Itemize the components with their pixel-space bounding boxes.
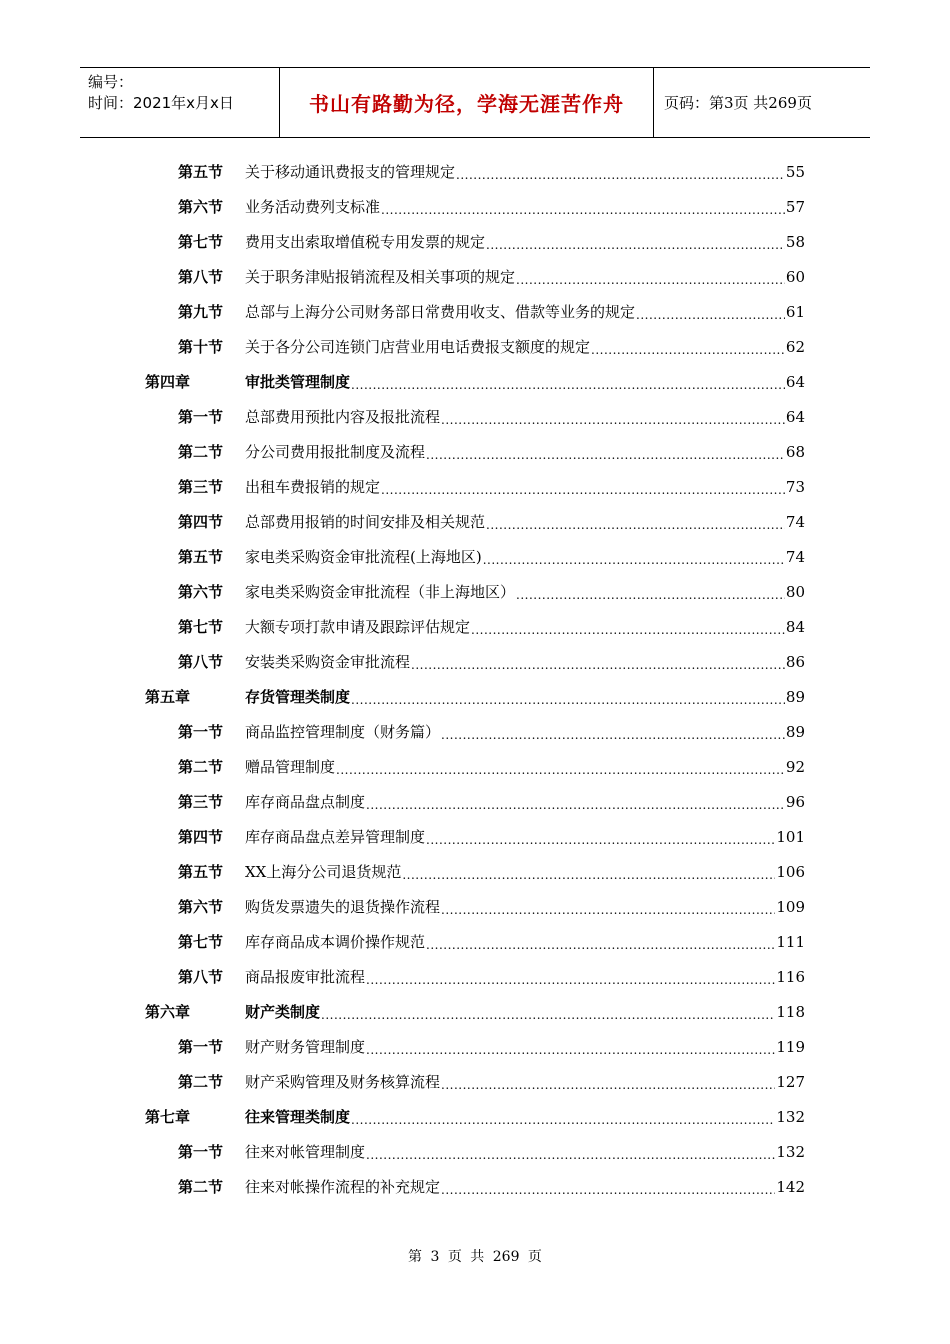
toc-page-number: 119 <box>776 1037 805 1056</box>
toc-page-number: 132 <box>776 1107 805 1126</box>
toc-section-row[interactable] <box>178 469 805 504</box>
toc-page-number: 111 <box>776 932 805 951</box>
toc-leader-dots <box>441 1075 775 1095</box>
toc-page-number: 92 <box>785 757 805 776</box>
toc-title: 出租车费报销的规定 <box>245 477 381 496</box>
toc-chapter-row[interactable] <box>145 364 805 399</box>
toc-title: 大额专项打款申请及跟踪评估规定 <box>245 617 471 636</box>
toc-number: 第二节 <box>178 1072 224 1091</box>
toc-number: 第七章 <box>145 1107 191 1126</box>
toc-leader-dots <box>636 305 785 325</box>
toc-leader-dots <box>381 480 785 500</box>
toc-leader-dots <box>366 795 785 815</box>
toc-number: 第一节 <box>178 1142 224 1161</box>
toc-number: 第三节 <box>178 792 224 811</box>
toc-page-number: 80 <box>785 582 805 601</box>
toc-section-row[interactable] <box>178 784 805 819</box>
toc-leader-dots <box>366 1040 775 1060</box>
toc-page-number: 142 <box>776 1177 805 1196</box>
toc-section-row[interactable] <box>178 749 805 784</box>
toc-page-number: 60 <box>785 267 805 286</box>
toc-leader-dots <box>456 165 785 185</box>
toc-title: 关于职务津贴报销流程及相关事项的规定 <box>245 267 516 286</box>
toc-leader-dots <box>351 375 785 395</box>
toc-number: 第八节 <box>178 652 224 671</box>
toc-section-row[interactable] <box>178 399 805 434</box>
toc-leader-dots <box>486 235 785 255</box>
toc-page-number: 84 <box>785 617 805 636</box>
header-page-info: 页码：第3页 共269页 <box>664 94 812 112</box>
toc-page-number: 106 <box>776 862 805 881</box>
toc-number: 第五章 <box>145 687 191 706</box>
toc-leader-dots <box>516 585 785 605</box>
toc-leader-dots <box>441 410 785 430</box>
toc-leader-dots <box>441 900 775 920</box>
toc-number: 第五节 <box>178 162 224 181</box>
toc-title: 财产类制度 <box>245 1002 321 1021</box>
toc-title: 总部费用报销的时间安排及相关规范 <box>245 512 486 531</box>
toc-leader-dots <box>366 970 775 990</box>
toc-page-number: 58 <box>785 232 805 251</box>
header-meta <box>80 68 280 137</box>
toc-leader-dots <box>411 655 785 675</box>
toc-leader-dots <box>366 1145 775 1165</box>
toc-section-row[interactable] <box>178 924 805 959</box>
toc-section-row[interactable] <box>178 959 805 994</box>
toc-title: 存货管理类制度 <box>245 687 351 706</box>
toc-page-number: 64 <box>785 372 805 391</box>
toc-leader-dots <box>441 1180 775 1200</box>
toc-number: 第四章 <box>145 372 191 391</box>
toc-chapter-row[interactable] <box>145 1099 805 1134</box>
toc-title: 财产财务管理制度 <box>245 1037 366 1056</box>
toc-section-row[interactable] <box>178 854 805 889</box>
toc-number: 第二节 <box>178 442 224 461</box>
toc-title: 赠品管理制度 <box>245 757 336 776</box>
toc-number: 第七节 <box>178 932 224 951</box>
toc-section-row[interactable] <box>178 259 805 294</box>
toc-section-row[interactable] <box>178 434 805 469</box>
toc-chapter-row[interactable] <box>145 994 805 1029</box>
toc-chapter-row[interactable] <box>145 679 805 714</box>
toc-leader-dots <box>351 1110 775 1130</box>
toc-number: 第四节 <box>178 827 224 846</box>
toc-title: 往来对帐管理制度 <box>245 1142 366 1161</box>
toc-title: 购货发票遗失的退货操作流程 <box>245 897 441 916</box>
toc-page-number: 55 <box>785 162 805 181</box>
toc-page-number: 127 <box>776 1072 805 1091</box>
toc-title: 家电类采购资金审批流程（非上海地区） <box>245 582 516 601</box>
toc-section-row[interactable] <box>178 819 805 854</box>
toc-number: 第八节 <box>178 967 224 986</box>
toc-section-row[interactable] <box>178 189 805 224</box>
toc-number: 第一节 <box>178 407 224 426</box>
toc-leader-dots <box>426 445 785 465</box>
toc-page-number: 64 <box>785 407 805 426</box>
toc-title: 商品报废审批流程 <box>245 967 366 986</box>
toc-number: 第六节 <box>178 897 224 916</box>
toc-leader-dots <box>351 690 785 710</box>
toc-title: 财产采购管理及财务核算流程 <box>245 1072 441 1091</box>
toc-number: 第五节 <box>178 862 224 881</box>
toc-number: 第一节 <box>178 1037 224 1056</box>
toc-page-number: 68 <box>785 442 805 461</box>
toc-leader-dots <box>402 865 775 885</box>
toc-page-number: 89 <box>785 722 805 741</box>
page-header <box>80 67 870 138</box>
toc-title: 家电类采购资金审批流程(上海地区) <box>245 547 482 566</box>
toc-title: 关于各分公司连锁门店营业用电话费报支额度的规定 <box>245 337 591 356</box>
toc-page-number: 101 <box>776 827 805 846</box>
toc-section-row[interactable] <box>178 714 805 749</box>
toc-leader-dots <box>471 620 785 640</box>
toc-number: 第一节 <box>178 722 224 741</box>
toc-page-number: 96 <box>785 792 805 811</box>
toc-page-number: 73 <box>785 477 805 496</box>
toc-leader-dots <box>591 340 785 360</box>
toc-page-number: 62 <box>785 337 805 356</box>
toc-page-number: 109 <box>776 897 805 916</box>
toc-number: 第二节 <box>178 1177 224 1196</box>
toc-leader-dots <box>483 550 785 570</box>
toc-title: 安装类采购资金审批流程 <box>245 652 411 671</box>
toc-section-row[interactable] <box>178 539 805 574</box>
toc-page-number: 86 <box>785 652 805 671</box>
toc-section-row[interactable] <box>178 1064 805 1099</box>
toc-section-row[interactable] <box>178 1169 805 1204</box>
toc-section-row[interactable] <box>178 329 805 364</box>
toc-page-number: 74 <box>785 512 805 531</box>
toc-leader-dots <box>321 1005 775 1025</box>
toc-number: 第六节 <box>178 582 224 601</box>
toc-title: 费用支出索取增值税专用发票的规定 <box>245 232 486 251</box>
toc-number: 第五节 <box>178 547 224 566</box>
toc-number: 第八节 <box>178 267 224 286</box>
toc-number: 第七节 <box>178 232 224 251</box>
toc-title: 总部与上海分公司财务部日常费用收支、借款等业务的规定 <box>245 302 636 321</box>
toc-page-number: 57 <box>785 197 805 216</box>
toc-page-number: 61 <box>785 302 805 321</box>
toc-section-row[interactable] <box>178 504 805 539</box>
toc-number: 第十节 <box>178 337 224 356</box>
toc-section-row[interactable] <box>178 574 805 609</box>
toc-title: 库存商品成本调价操作规范 <box>245 932 426 951</box>
toc-leader-dots <box>516 270 785 290</box>
toc-number: 第二节 <box>178 757 224 776</box>
number-label: 编号： <box>88 73 134 91</box>
toc-leader-dots <box>336 760 785 780</box>
time-label: 时间：2021年x月x日 <box>88 94 234 112</box>
toc-page-number: 118 <box>776 1002 805 1021</box>
toc-title: 业务活动费列支标准 <box>245 197 381 216</box>
toc-title: 总部费用预批内容及报批流程 <box>245 407 441 426</box>
toc-page-number: 116 <box>776 967 805 986</box>
toc-leader-dots <box>426 935 775 955</box>
toc-page-number: 74 <box>785 547 805 566</box>
toc-section-row[interactable] <box>178 294 805 329</box>
toc-leader-dots <box>381 200 785 220</box>
toc-title: 审批类管理制度 <box>245 372 351 391</box>
toc-number: 第七节 <box>178 617 224 636</box>
toc-leader-dots <box>486 515 785 535</box>
toc-number: 第六节 <box>178 197 224 216</box>
toc-section-row[interactable] <box>178 609 805 644</box>
toc-page-number: 89 <box>785 687 805 706</box>
toc-section-row[interactable] <box>178 644 805 679</box>
toc-leader-dots <box>441 725 785 745</box>
header-motto: 书山有路勤为径，学海无涯苦作舟 <box>280 68 654 137</box>
toc-page-number: 132 <box>776 1142 805 1161</box>
toc-section-row[interactable] <box>178 1134 805 1169</box>
page-footer: 第 3 页 共 269 页 <box>408 1249 542 1265</box>
toc-title: 关于移动通讯费报支的管理规定 <box>245 162 456 181</box>
toc-title: 库存商品盘点制度 <box>245 792 366 811</box>
toc-section-row[interactable] <box>178 224 805 259</box>
toc-title: 分公司费用报批制度及流程 <box>245 442 426 461</box>
toc-section-row[interactable] <box>178 154 805 189</box>
toc-number: 第六章 <box>145 1002 191 1021</box>
toc-leader-dots <box>426 830 775 850</box>
toc-title: 往来管理类制度 <box>245 1107 351 1126</box>
toc-title: 库存商品盘点差异管理制度 <box>245 827 426 846</box>
toc-section-row[interactable] <box>178 1029 805 1064</box>
toc-number: 第三节 <box>178 477 224 496</box>
toc-number: 第四节 <box>178 512 224 531</box>
toc-section-row[interactable] <box>178 889 805 924</box>
toc-title: XX上海分公司退货规范 <box>245 862 402 881</box>
toc-title: 往来对帐操作流程的补充规定 <box>245 1177 441 1196</box>
toc-title: 商品监控管理制度（财务篇） <box>245 722 441 741</box>
toc-number: 第九节 <box>178 302 224 321</box>
